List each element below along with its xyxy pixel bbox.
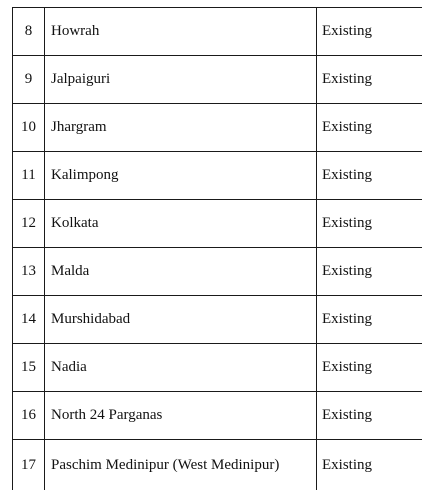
district-status: Existing: [317, 392, 422, 440]
row-number: 17: [13, 440, 45, 490]
district-name: Howrah: [45, 8, 317, 56]
table-row: [13, 200, 422, 248]
district-status: Existing: [317, 248, 422, 296]
table-row: [13, 56, 422, 104]
row-number: 9: [13, 56, 45, 104]
district-status: Existing: [317, 56, 422, 104]
district-name: Jhargram: [45, 104, 317, 152]
row-number: 11: [13, 152, 45, 200]
table-row: [13, 104, 422, 152]
district-status: Existing: [317, 440, 422, 490]
row-number: 13: [13, 248, 45, 296]
district-status: Existing: [317, 296, 422, 344]
district-name: Murshidabad: [45, 296, 317, 344]
district-name: Malda: [45, 248, 317, 296]
table-row: [13, 248, 422, 296]
table-row: [13, 440, 422, 490]
district-name: Kalimpong: [45, 152, 317, 200]
row-number: 10: [13, 104, 45, 152]
district-table: [12, 7, 422, 490]
district-status: Existing: [317, 104, 422, 152]
district-name: Paschim Medinipur (West Medinipur): [45, 440, 317, 490]
district-status: Existing: [317, 200, 422, 248]
table-row: [13, 344, 422, 392]
district-status: Existing: [317, 344, 422, 392]
district-name: Kolkata: [45, 200, 317, 248]
table-row: [13, 392, 422, 440]
district-name: Jalpaiguri: [45, 56, 317, 104]
table-row: [13, 8, 422, 56]
district-name: Nadia: [45, 344, 317, 392]
table-row: [13, 152, 422, 200]
district-table-body: [13, 8, 422, 490]
district-status: Existing: [317, 152, 422, 200]
row-number: 12: [13, 200, 45, 248]
row-number: 8: [13, 8, 45, 56]
row-number: 16: [13, 392, 45, 440]
table-row: [13, 296, 422, 344]
district-name: North 24 Parganas: [45, 392, 317, 440]
district-status: Existing: [317, 8, 422, 56]
row-number: 14: [13, 296, 45, 344]
row-number: 15: [13, 344, 45, 392]
